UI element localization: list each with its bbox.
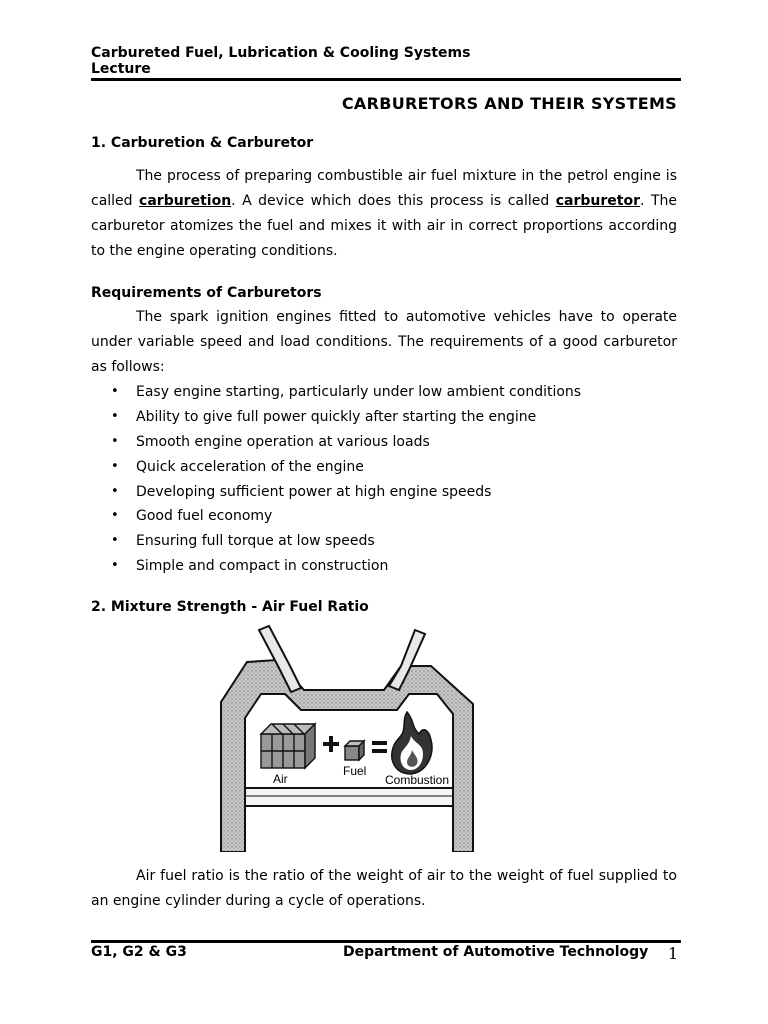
section-2-paragraph: Air fuel ratio is the ratio of the weight of air to the weight of fuel supplied to an engine cylinder during a cycle of operations.: [91, 868, 677, 909]
cylinder-combustion-figure: [219, 622, 479, 852]
equals-icon: [372, 741, 387, 753]
fuel-cube-icon: [345, 741, 364, 760]
list-item: • Smooth engine operation at various loads: [111, 433, 430, 450]
list-item: • Simple and compact in construction: [111, 558, 389, 575]
air-cubes-icon: [261, 724, 315, 768]
list-item: • Quick acceleration of the engine: [111, 458, 364, 475]
list-item: • Ensuring full torque at low speeds: [111, 533, 375, 550]
footer-groups: G1, G2 & G3: [91, 944, 187, 960]
list-item: • Developing sufficient power at high engine speeds: [111, 483, 492, 500]
fuel-label: Fuel: [343, 764, 367, 778]
air-label: Air: [273, 772, 288, 786]
combustion-label: Combustion: [385, 773, 450, 787]
requirements-list: [91, 380, 581, 579]
list-item: • Ability to give full power quickly after starting the engine: [111, 408, 537, 425]
cylinder-illustration: [219, 622, 479, 852]
requirements-intro: The spark ignition engines fitted to automotive vehicles have to operate under variable speed and load conditions. The requirements of a good carburetor as follows:: [91, 309, 677, 375]
header-line-2: Lecture: [91, 61, 151, 77]
header-rule: [91, 78, 681, 81]
list-item: • Easy engine starting, particularly under low ambient conditions: [111, 384, 582, 400]
term-carburetor: carburetor: [555, 193, 641, 209]
section-1-paragraph: The process of preparing combustible air fuel mixture in the petrol engine is called carburetion. A device which does this process is called carburetor. The carburetor atomizes the fuel and mixes it with air in correct proportions according to the engine operating conditions.: [91, 168, 677, 259]
header-line-1: Carbureted Fuel, Lubrication & Cooling Systems: [91, 45, 471, 61]
list-item: • Good fuel economy: [111, 508, 273, 525]
flame-icon: [392, 712, 432, 774]
piston: [245, 788, 453, 806]
requirements-heading: Requirements of Carburetors: [91, 285, 322, 301]
footer-rule: [91, 940, 681, 943]
page-title: CARBURETORS AND THEIR SYSTEMS: [341, 94, 677, 113]
section-1-heading: 1. Carburetion & Carburetor: [91, 135, 314, 151]
document-page: [91, 0, 677, 1024]
section-2-heading: 2. Mixture Strength - Air Fuel Ratio: [91, 599, 369, 615]
page-number: 1: [668, 944, 679, 963]
term-carburetion: carburetion: [139, 193, 232, 209]
plus-icon: [323, 736, 339, 752]
running-header: [91, 45, 470, 77]
footer-department: Department of Automotive Technology: [343, 944, 649, 960]
